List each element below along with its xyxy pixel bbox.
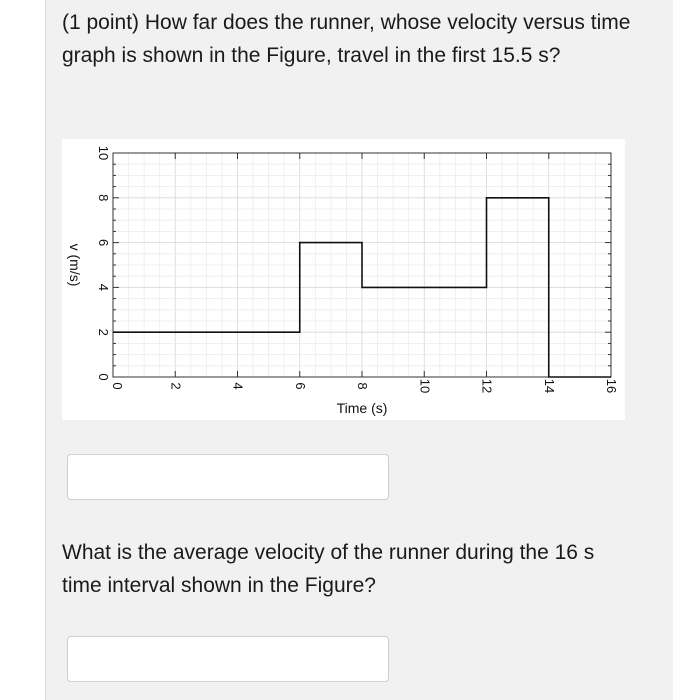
y-tick-label: 6 [96, 238, 111, 247]
chart-svg [62, 139, 625, 420]
x-axis-label: Time (s) [336, 400, 388, 416]
y-tick-label: 2 [96, 328, 111, 336]
y-tick-label: 0 [96, 373, 111, 381]
answer-input-2[interactable] [67, 636, 389, 682]
velocity-time-chart [62, 139, 625, 420]
x-tick-label: 6 [292, 382, 308, 390]
y-tick-label: 10 [96, 145, 111, 161]
x-tick-label: 10 [417, 378, 433, 394]
x-tick-label: 16 [604, 378, 619, 394]
x-tick-label: 4 [230, 382, 246, 390]
y-axis-label: v (m/s) [67, 243, 83, 287]
x-tick-label: 12 [479, 378, 495, 394]
y-tick-label: 4 [96, 283, 111, 292]
x-tick-label: 14 [541, 378, 557, 394]
x-tick-label: 8 [355, 382, 370, 390]
question-2-text: What is the average velocity of the runner during the 16 s time interval shown in the Figure? [62, 541, 595, 597]
answer-input-1[interactable] [67, 454, 389, 500]
x-tick-label: 2 [168, 382, 184, 390]
y-tick-label: 8 [96, 194, 111, 202]
x-tick-label: 0 [110, 382, 125, 390]
question-1-text: (1 point) How far does the runner, whose velocity versus time graph is shown in the Figure, travel in the first 15.5 s? [62, 11, 631, 67]
